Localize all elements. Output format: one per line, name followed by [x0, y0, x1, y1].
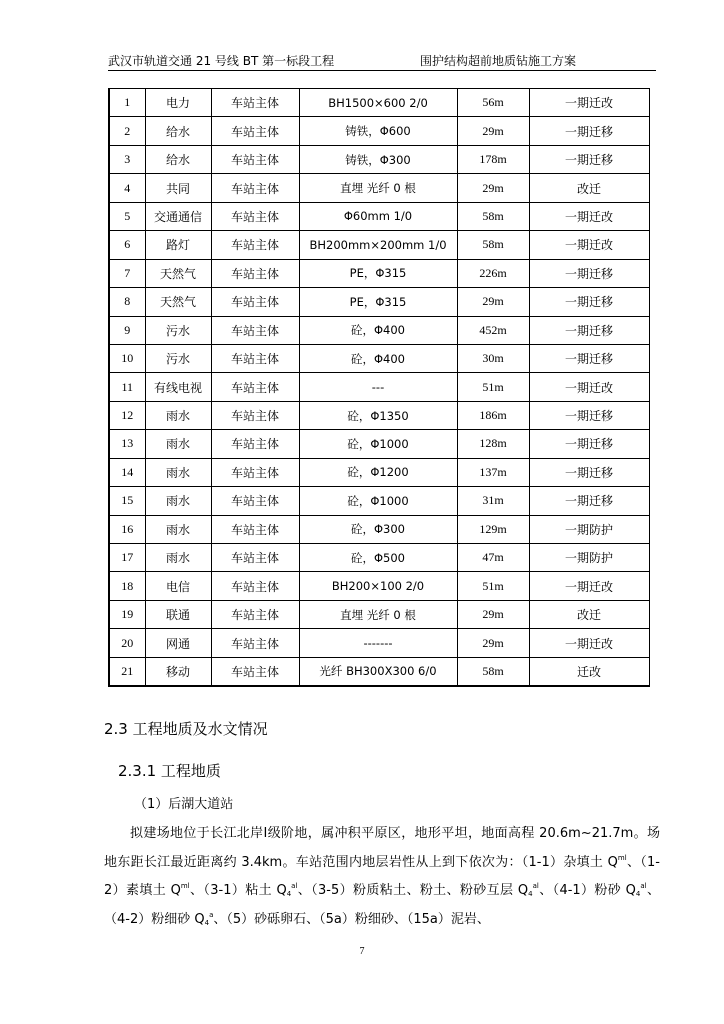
cell-measure: 一期迁改 [529, 572, 649, 600]
table-row [109, 657, 649, 686]
cell-location: 车站主体 [211, 373, 299, 401]
table-row [109, 600, 649, 628]
cell-length: 58m [457, 202, 529, 230]
cell-length: 128m [457, 430, 529, 458]
table-row [109, 174, 649, 202]
cell-no: 9 [109, 316, 145, 344]
cell-location: 车站主体 [211, 145, 299, 173]
cell-length: 452m [457, 316, 529, 344]
cell-no: 16 [109, 515, 145, 543]
subsection-heading: 2.3.1 工程地质 [118, 762, 221, 780]
page-header [108, 52, 656, 71]
cell-length: 29m [457, 629, 529, 657]
cell-measure: 一期迁移 [529, 458, 649, 486]
table-row [109, 231, 649, 259]
cell-type: 共同 [145, 174, 211, 202]
cell-spec: 砼，Φ1200 [299, 458, 457, 486]
cell-location: 车站主体 [211, 487, 299, 515]
cell-spec: 直埋 光纤 0 根 [299, 174, 457, 202]
cell-measure: 一期迁改 [529, 89, 649, 117]
cell-measure: 一期迁移 [529, 401, 649, 429]
cell-no: 20 [109, 629, 145, 657]
cell-type: 给水 [145, 145, 211, 173]
para-sub: 4 [635, 890, 641, 898]
para-text: 、（1-2）素填土 Q [104, 854, 660, 898]
cell-measure: 一期迁改 [529, 231, 649, 259]
cell-no: 5 [109, 202, 145, 230]
cell-location: 车站主体 [211, 458, 299, 486]
geology-paragraph [104, 820, 660, 934]
para-text: 拟建场地位于长江北岸Ⅰ级阶地，属冲积平原区，地形平坦，地面高程 20.6m~21.7m。场地东距长江最近距离约 3.4km。车站范围内地层岩性从上到下依次为：（1-1）杂填土 Q [104, 826, 660, 870]
cell-type: 雨水 [145, 487, 211, 515]
table-row [109, 487, 649, 515]
cell-no: 21 [109, 657, 145, 686]
cell-type: 网通 [145, 629, 211, 657]
cell-length: 29m [457, 117, 529, 145]
table-row [109, 89, 649, 117]
cell-length: 30m [457, 344, 529, 372]
cell-type: 移动 [145, 657, 211, 686]
cell-location: 车站主体 [211, 231, 299, 259]
header-project-title: 武汉市轨道交通 21 号线 BT 第一标段工程 [108, 54, 335, 68]
cell-measure: 一期迁移 [529, 117, 649, 145]
cell-spec: --- [299, 373, 457, 401]
cell-no: 11 [109, 373, 145, 401]
cell-no: 15 [109, 487, 145, 515]
cell-type: 给水 [145, 117, 211, 145]
pipeline-table-body [109, 89, 649, 687]
para-sup: a [209, 910, 214, 919]
cell-location: 车站主体 [211, 430, 299, 458]
para-sup: ml [180, 882, 190, 890]
cell-spec: 光纤 BH300X300 6/0 [299, 657, 457, 686]
cell-location: 车站主体 [211, 259, 299, 287]
cell-measure: 一期防护 [529, 515, 649, 543]
cell-measure: 一期迁改 [529, 629, 649, 657]
cell-length: 29m [457, 174, 529, 202]
para-sup: ml [617, 853, 627, 862]
cell-type: 电信 [145, 572, 211, 600]
cell-length: 58m [457, 231, 529, 259]
cell-length: 47m [457, 544, 529, 572]
table-row [109, 316, 649, 344]
cell-spec: 砼，Φ400 [299, 316, 457, 344]
cell-type: 天然气 [145, 288, 211, 316]
cell-type: 联通 [145, 600, 211, 628]
cell-measure: 一期迁移 [529, 259, 649, 287]
cell-measure: 一期迁移 [529, 145, 649, 173]
para-text: 、（3-5）粉质粘土、粉土、粉砂互层 Q [297, 883, 529, 898]
para-text: 、（5）砂砾卵石、（5a）粉细砂、（15a）泥岩、 [213, 911, 490, 927]
cell-location: 车站主体 [211, 316, 299, 344]
cell-measure: 迁改 [529, 657, 649, 686]
cell-length: 186m [457, 401, 529, 429]
cell-measure: 一期迁移 [529, 316, 649, 344]
pipeline-table [108, 88, 650, 687]
cell-type: 雨水 [145, 544, 211, 572]
cell-spec: 铸铁，Φ600 [299, 117, 457, 145]
cell-spec: 铸铁，Φ300 [299, 145, 457, 173]
cell-measure: 一期迁移 [529, 288, 649, 316]
para-sub: 4 [204, 918, 210, 927]
cell-length: 137m [457, 458, 529, 486]
cell-spec: 砼，Φ1000 [299, 430, 457, 458]
station-heading: （1）后湖大道站 [134, 797, 234, 812]
cell-no: 18 [109, 572, 145, 600]
table-row [109, 344, 649, 372]
section-heading: 2.3 工程地质及水文情况 [104, 720, 268, 738]
cell-length: 51m [457, 373, 529, 401]
cell-no: 3 [109, 145, 145, 173]
table-row [109, 259, 649, 287]
cell-location: 车站主体 [211, 629, 299, 657]
cell-measure: 一期迁移 [529, 430, 649, 458]
cell-location: 车站主体 [211, 515, 299, 543]
cell-no: 2 [109, 117, 145, 145]
cell-type: 污水 [145, 344, 211, 372]
cell-measure: 一期防护 [529, 544, 649, 572]
table-row [109, 515, 649, 543]
cell-type: 污水 [145, 316, 211, 344]
table-row [109, 572, 649, 600]
table-row [109, 401, 649, 429]
table-row [109, 458, 649, 486]
cell-location: 车站主体 [211, 117, 299, 145]
para-sup: al [291, 882, 298, 890]
cell-location: 车站主体 [211, 572, 299, 600]
table-row [109, 202, 649, 230]
table-row [109, 288, 649, 316]
cell-location: 车站主体 [211, 174, 299, 202]
cell-length: 129m [457, 515, 529, 543]
cell-spec: Φ60mm 1/0 [299, 202, 457, 230]
cell-measure: 改迁 [529, 174, 649, 202]
cell-length: 226m [457, 259, 529, 287]
para-sub: 4 [286, 890, 292, 898]
table-row [109, 430, 649, 458]
cell-location: 车站主体 [211, 401, 299, 429]
cell-spec: 砼，Φ400 [299, 344, 457, 372]
cell-type: 雨水 [145, 401, 211, 429]
cell-length: 31m [457, 487, 529, 515]
cell-location: 车站主体 [211, 202, 299, 230]
cell-spec: 砼，Φ1000 [299, 487, 457, 515]
cell-length: 56m [457, 89, 529, 117]
cell-measure: 改迁 [529, 600, 649, 628]
cell-type: 电力 [145, 89, 211, 117]
cell-location: 车站主体 [211, 288, 299, 316]
para-sub: 4 [528, 890, 533, 898]
para-text: 、（3-1）粘土 Q [189, 883, 287, 898]
cell-type: 雨水 [145, 515, 211, 543]
cell-type: 雨水 [145, 458, 211, 486]
table-row [109, 145, 649, 173]
cell-no: 14 [109, 458, 145, 486]
para-sup: al [532, 882, 539, 890]
cell-measure: 一期迁改 [529, 202, 649, 230]
cell-spec: BH200mm×200mm 1/0 [299, 231, 457, 259]
cell-no: 8 [109, 288, 145, 316]
cell-spec: BH1500×600 2/0 [299, 89, 457, 117]
page-number: 7 [359, 946, 365, 957]
cell-type: 雨水 [145, 430, 211, 458]
cell-measure: 一期迁改 [529, 373, 649, 401]
header-document-title: 围护结构超前地质钻施工方案 [420, 54, 577, 68]
para-text: 、（4-2）粉细砂 Q [104, 883, 660, 927]
cell-length: 58m [457, 657, 529, 686]
cell-length: 51m [457, 572, 529, 600]
cell-no: 17 [109, 544, 145, 572]
cell-no: 1 [109, 89, 145, 117]
cell-no: 4 [109, 174, 145, 202]
cell-location: 车站主体 [211, 344, 299, 372]
cell-measure: 一期迁移 [529, 344, 649, 372]
cell-measure: 一期迁移 [529, 487, 649, 515]
cell-type: 天然气 [145, 259, 211, 287]
cell-spec: 直埋 光纤 0 根 [299, 600, 457, 628]
cell-spec: 砼，Φ300 [299, 515, 457, 543]
cell-spec: PE，Φ315 [299, 288, 457, 316]
table-row [109, 544, 649, 572]
cell-spec: 砼，Φ500 [299, 544, 457, 572]
para-text: 、（4-1）粉砂 Q [538, 883, 636, 898]
cell-type: 有线电视 [145, 373, 211, 401]
table-row [109, 629, 649, 657]
cell-length: 29m [457, 600, 529, 628]
cell-no: 10 [109, 344, 145, 372]
cell-no: 13 [109, 430, 145, 458]
cell-spec: PE，Φ315 [299, 259, 457, 287]
cell-no: 6 [109, 231, 145, 259]
cell-no: 12 [109, 401, 145, 429]
cell-type: 路灯 [145, 231, 211, 259]
cell-type: 交通通信 [145, 202, 211, 230]
cell-location: 车站主体 [211, 89, 299, 117]
cell-no: 7 [109, 259, 145, 287]
table-row [109, 373, 649, 401]
cell-location: 车站主体 [211, 600, 299, 628]
cell-no: 19 [109, 600, 145, 628]
cell-length: 178m [457, 145, 529, 173]
table-row [109, 117, 649, 145]
cell-spec: 砼，Φ1350 [299, 401, 457, 429]
cell-location: 车站主体 [211, 657, 299, 686]
para-sup: al [640, 882, 647, 890]
cell-length: 29m [457, 288, 529, 316]
cell-spec: BH200×100 2/0 [299, 572, 457, 600]
cell-spec: ------- [299, 629, 457, 657]
cell-location: 车站主体 [211, 544, 299, 572]
